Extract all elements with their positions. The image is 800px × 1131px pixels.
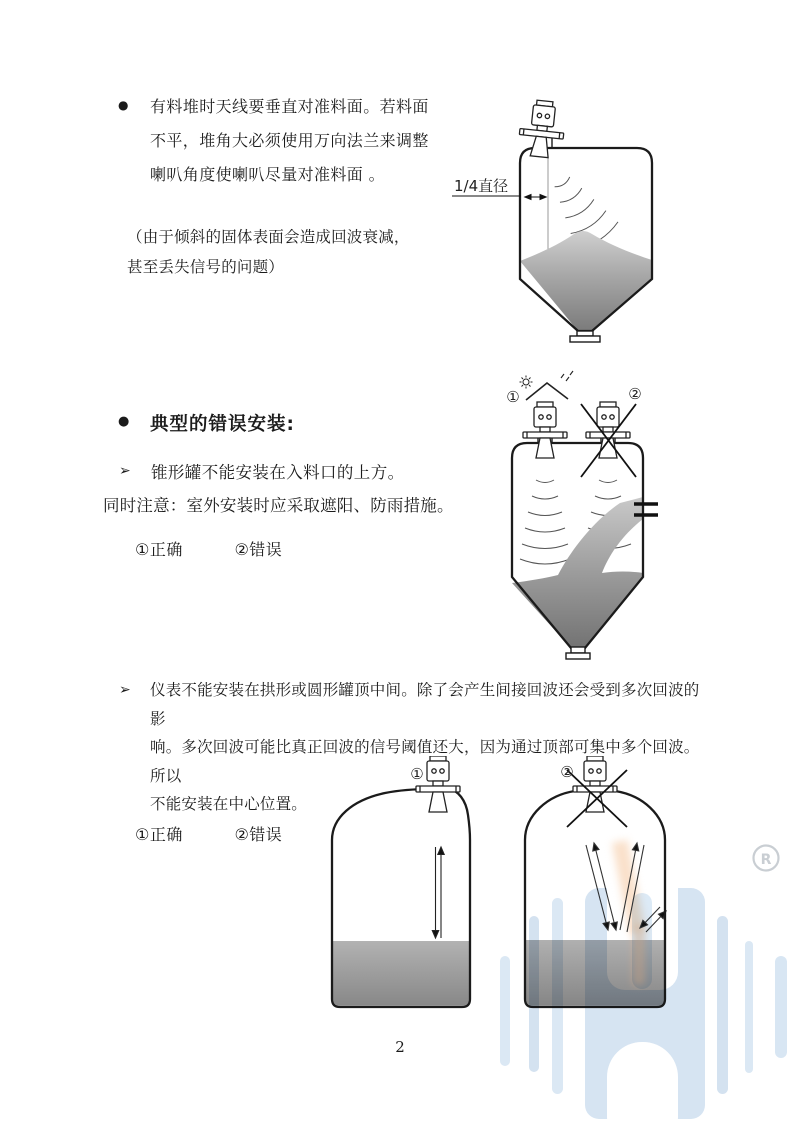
legend-correct: ①正确 [135, 825, 183, 844]
outlet-flange [570, 331, 600, 342]
paragraph-line: 喇叭角度使喇叭尽量对准料面 。 [150, 165, 386, 184]
list-arrow-marker: ➢ [119, 463, 131, 479]
antenna-alignment-paragraph [150, 90, 450, 192]
legend-wrong: ②错误 [234, 540, 283, 559]
legend-correct: ①正确 [135, 540, 183, 559]
label-wrong-number: ② [560, 763, 574, 781]
paragraph-line: 响。多次回波可能比真正回波的信号阈值还大，因为通过顶部可集中多个回波。所以 [150, 738, 700, 785]
cone-tank-rule: 锥形罐不能安装在入料口的上方。 [151, 463, 405, 482]
diagram-quarter-diameter-mounting [430, 93, 675, 355]
material-fill [333, 941, 469, 1006]
paragraph-line: 有料堆时天线要垂直对准料面。若料面 [150, 97, 429, 116]
shelter-roof-icon [526, 383, 568, 400]
page-number: 2 [395, 1038, 405, 1056]
legend-row [135, 537, 282, 560]
sun-icon [520, 376, 533, 389]
dimension-label: 1/4直径 [454, 177, 509, 195]
outlet-flange [566, 647, 590, 659]
diagram-dome-correct [320, 756, 480, 1012]
paragraph-line: 不平，堆角大必须使用万向法兰来调整 [150, 131, 429, 150]
echo-attenuation-note [127, 222, 447, 282]
paragraph-line: 不能安装在中心位置。 [150, 795, 308, 813]
legend-wrong: ②错误 [234, 825, 283, 844]
rain-icon [561, 371, 573, 381]
registered-trademark-icon [754, 846, 779, 871]
label-correct-number: ① [410, 765, 424, 783]
list-arrow-marker: ➢ [119, 682, 131, 698]
bullet-marker: ● [118, 414, 130, 429]
bullet-marker: ● [118, 98, 129, 112]
legend-row [135, 822, 282, 845]
outdoor-install-note: 同时注意：室外安装时应采取遮阳、防雨措施。 [103, 496, 454, 515]
label-correct-number: ① [506, 388, 520, 406]
paragraph-line: 仪表不能安装在拱形或圆形罐顶中间。除了会产生间接回波还会受到多次回波的影 [150, 681, 700, 728]
diagram-inlet-mounting [495, 370, 675, 665]
note-line: 甚至丢失信号的问题） [127, 258, 285, 276]
label-wrong-number: ② [628, 385, 642, 403]
note-line: （由于倾斜的固体表面会造成回波衰减， [127, 228, 410, 246]
section-heading: 典型的错误安装: [150, 414, 295, 435]
registered-letter: R [760, 852, 772, 868]
diagram-dome-wrong [515, 756, 680, 1012]
